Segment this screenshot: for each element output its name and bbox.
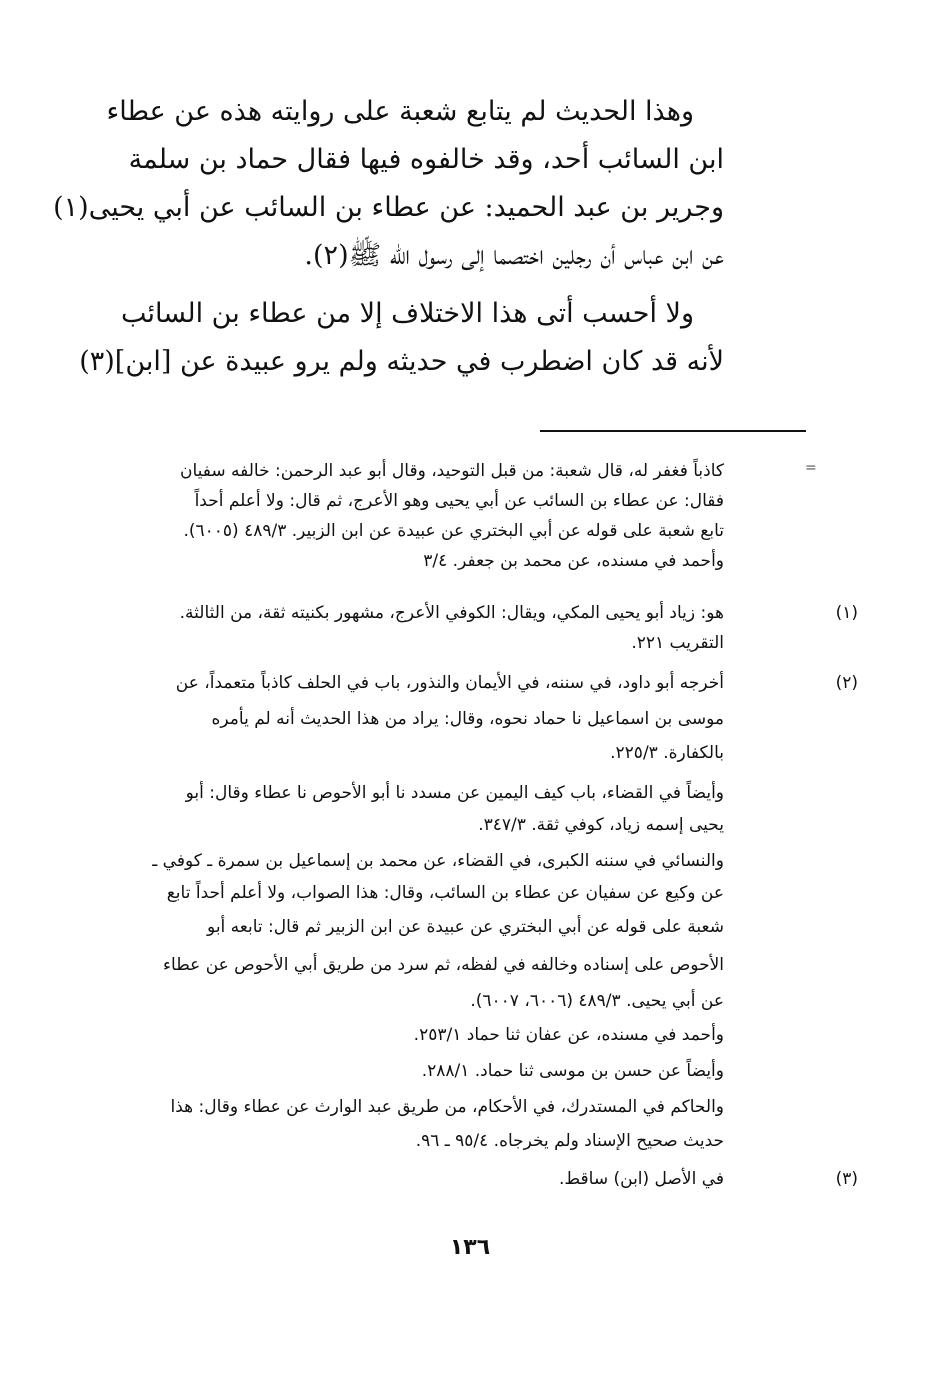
footnote-line: في الأصل (ابن) ساقط. — [559, 1169, 724, 1189]
footnote-line: حديث صحيح الإسناد ولم يخرجاه. ٩٥/٤ ـ ٩٦. — [415, 1131, 724, 1151]
footnote-line: شعبة على قوله عن أبي البختري عن عبيدة عن ابن الزبير ثم قال: تابعه أبو — [207, 917, 724, 937]
footnote-line: وأيضاً عن حسن بن موسى ثنا حماد. ٢٨٨/١. — [421, 1061, 724, 1081]
main-text-line: ولا أحسب أتى هذا الاختلاف إلا من عطاء بن السائب — [121, 298, 694, 329]
main-text-line: عن ابن عباس أن رجلين اختصما إلى رسول الله ﷺ(٢). — [304, 240, 724, 271]
footnote-line: تابع شعبة على قوله عن أبي البختري عن عبيدة عن ابن الزبير. ٤٨٩/٣ (٦٠٠٥). — [183, 521, 724, 541]
main-text-line: وهذا الحديث لم يتابع شعبة على روايته هذه عن عطاء — [106, 96, 694, 127]
footnote-line: يحيى إسمه زياد، كوفي ثقة. ٣٤٧/٣. — [478, 815, 724, 835]
main-text-line: وجرير بن عبد الحميد: عن عطاء بن السائب عن أبي يحيى(١) — [53, 192, 724, 223]
footnote-line: التقريب ٢٢١. — [631, 633, 724, 653]
footnote-line: بالكفارة. ٢٢٥/٣. — [610, 743, 724, 763]
page-number: ١٣٦ — [449, 1235, 491, 1260]
footnote-line: موسى بن اسماعيل نا حماد نحوه، وقال: يراد من هذا الحديث أنه لم يأمره — [211, 709, 724, 729]
footnote-line: عن وكيع عن سفيان عن عطاء بن السائب، وقال: هذا الصواب، ولا أعلم أحداً تابع — [166, 883, 724, 903]
footnote-line: وأحمد في مسنده، عن عفان ثنا حماد ٢٥٣/١. — [413, 1025, 724, 1045]
footnote-number: (٣) — [835, 1169, 858, 1189]
footnote-line: فقال: عن عطاء بن السائب عن أبي يحيى وهو الأعرج، ثم قال: ولا أعلم أحداً — [194, 491, 724, 511]
footnote-continuation-mark: = — [805, 460, 817, 476]
footnote-line: كاذباً فغفر له، قال شعبة: من قبل التوحيد، وقال أبو عبد الرحمن: خالفه سفيان — [179, 461, 724, 481]
footnote-line: أخرجه أبو داود، في سننه، في الأيمان والنذور، باب في الحلف كاذباً متعمداً، عن — [175, 673, 724, 693]
footnote-line: والنسائي في سننه الكبرى، في القضاء، عن محمد بن إسماعيل بن سمرة ـ كوفي ـ — [152, 851, 724, 871]
main-text-line: ابن السائب أحد، وقد خالفوه فيها فقال حماد بن سلمة — [128, 144, 724, 175]
footnote-line: والحاكم في المستدرك، في الأحكام، من طريق عبد الوارث عن عطاء وقال: هذا — [170, 1097, 724, 1117]
footnote-line: عن أبي يحيى. ٤٨٩/٣ (٦٠٠٦، ٦٠٠٧). — [470, 991, 724, 1011]
footnote-line: الأحوص على إسناده وخالفه في لفظه، ثم سرد من طريق أبي الأحوص عن عطاء — [163, 955, 724, 975]
main-text-line: لأنه قد كان اضطرب في حديثه ولم يرو عبيدة عن [ابن](٣) — [79, 346, 724, 377]
footnote-number: (٢) — [835, 673, 858, 693]
footnote-line: وأيضاً في القضاء، باب كيف اليمين عن مسدد نا أبو الأحوص نا عطاء وقال: أبو — [185, 783, 724, 803]
footnote-line: هو: زياد أبو يحيى المكي، ويقال: الكوفي الأعرج، مشهور بكنيته ثقة، من الثالثة. — [179, 603, 724, 623]
footnote-divider — [540, 430, 806, 432]
footnote-number: (١) — [835, 603, 858, 623]
footnote-line: وأحمد في مسنده، عن محمد بن جعفر. ٣/٤ — [423, 551, 724, 571]
